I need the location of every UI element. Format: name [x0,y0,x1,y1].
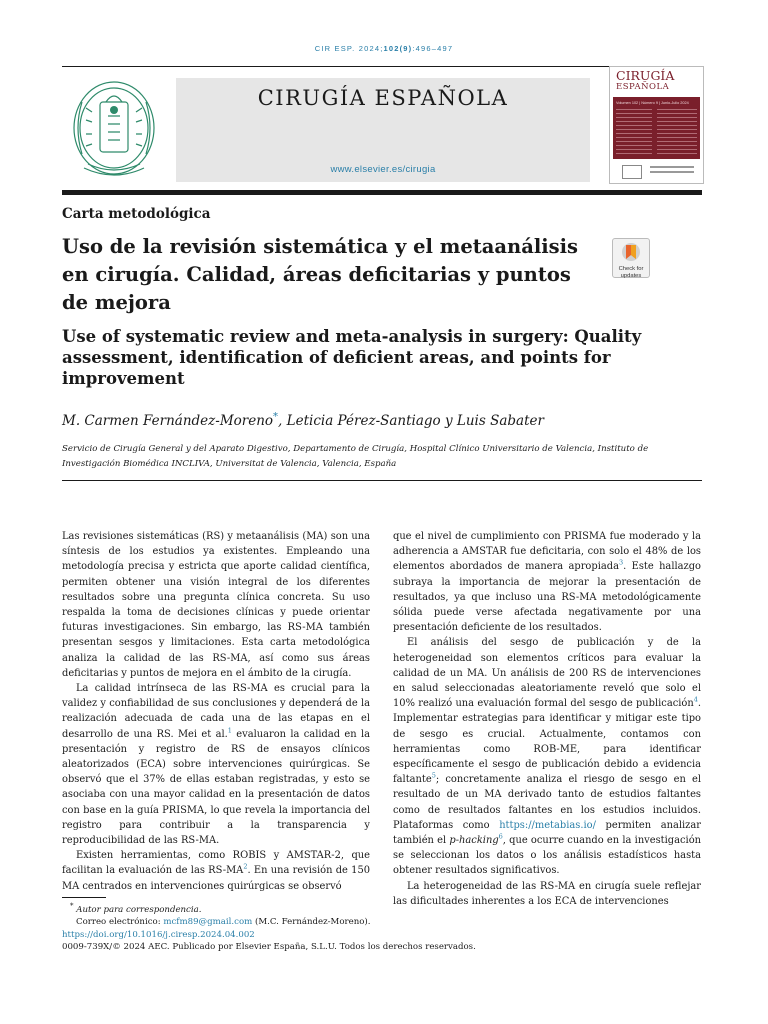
cover-issue-text: Volumen 102 | Número 9 | Junio-Julio 2024 [616,101,689,105]
journal-title: CIRUGÍA ESPAÑOLA [257,86,509,110]
article-section-label: Carta metodológica [62,206,211,222]
body-column-left [62,529,370,894]
header-bottom-rule [62,480,702,481]
footnotes [62,904,702,954]
paragraph: Las revisiones sistemáticas (RS) y metaanálisis (MA) son una síntesis de los estudios ya existentes. Empleando una metodología precisa y estricta que aporte calidad científica, permiten obtener una visión integral de los diferentes resultados sobre una pregunta clínica concreta. Su uso respalda la toma de decisiones clínicas y puede orientar futuras investigaciones. Sin embargo, las RS-MA también presentan sesgos y limitaciones. Esta carta metodológica analiza la calidad de las RS-MA, así como sus áreas deficitarias y puntos de mejora en el ámbito de la cirugía. [62,531,370,679]
doi-link[interactable]: https://doi.org/10.1016/j.ciresp.2024.04.002 [62,929,255,940]
header-rule [62,66,702,67]
journal-url-link[interactable]: www.elsevier.es/cirugia [330,164,436,175]
check-badge-line2: updates [620,272,642,279]
author-others: , Leticia Pérez-Santiago y Luis Sabater [278,413,544,429]
corresponding-note: * Autor para correspondencia. [70,902,202,915]
author-list [62,413,544,429]
cover-footer-line-1 [650,166,694,168]
journal-cover-thumbnail [609,66,704,184]
cover-red-panel [613,97,700,159]
footnote-rule [62,897,106,898]
metabias-link[interactable]: https://metabias.io/ [499,819,596,831]
copyright-line: 0009-739X/© 2024 AEC. Publicado por Elsevier España, S.L.U. Todos los derechos reservados. [62,942,476,953]
cover-footer-line-2 [650,171,694,173]
paragraph: La calidad intrínseca de las RS-MA es crucial para la validez y confiabilidad de sus conclusiones y dependerá de la realización adecuada de cada una de las etapas en el desarrollo de una RS. Mei et al.$^1$ evaluaron la calidad en la presentación y registro de RS de ensayos clínicos aleatorizados (ECA) sobre intervenciones quirúrgicas. Se observó que el 37% de ellas estaban registradas, y esto se asociaba con una mayor calidad en la presentación de datos con base en la guía PRISMA, lo que revela la importancia del registro para contribuir a la transparencia y reproducibilidad de las RS-MA. [62,683,370,847]
reference-link[interactable]: 6 [498,832,503,841]
email-link[interactable]: mcfm89@gmail.com [163,917,253,928]
paragraph: Existen herramientas, como ROBIS y AMSTAR-2, que facilitan la evaluación de las $RS-MA^2$. En una revisión de 150 MA centrados en intervenciones quirúrgicas se observó [62,850,371,892]
reference-link[interactable]: 4 [693,695,698,704]
paragraph: que el nivel de cumplimiento con PRISMA fue moderado y la adherencia a AMSTAR fue deficitaria, con solo el 48% de los elementos abordados de manera apropiada$^3$. Este hallazgo subraya la importancia de mejorar la presentación de resultados, ya que incluso una RS-MA metodológicamente sólida puede verse afectada negativamente por una presentación deficiente de los resultados. [393,531,701,634]
author-corresponding: M. Carmen Fernández-Moreno [62,413,274,429]
article-title-english: Use of systematic review and meta-analysis in surgery: Quality assessment, identification of deficient areas, and points for improvement [62,327,642,388]
cover-title-line1: CIRUGÍA [616,68,675,83]
header-thick-rule [62,190,702,195]
cover-contents-left [616,109,652,155]
body-column-right [393,529,701,909]
corresponding-marker-link[interactable]: * [273,411,279,423]
check-for-updates-button[interactable] [612,238,650,278]
cover-title-line2: ESPAÑOLA [616,82,670,92]
cover-contents-right [657,109,697,155]
email-line: Correo electrónico: mcfm89@gmail.com (M.C. Fernández-Moreno). [76,917,371,928]
check-badge-line1: Check for [618,266,644,272]
reference-link[interactable]: 1 [227,726,232,735]
author-affiliation: Servicio de Cirugía General y del Aparato Digestivo, Departamento de Cirugía, Hospital Clínico Universitario de Valencia, Instituto de Investigación Biomédica INCLIVA, Universitat de Valencia, Valencia, España [62,444,649,469]
paragraph: La heterogeneidad de las RS-MA en cirugía suele reflejar las dificultades inherentes a los ECA de intervenciones [393,880,701,907]
cover-logo [622,165,642,179]
reference-link[interactable]: 3 [618,559,624,568]
journal-reference: CIR ESP. 2024;102(9):496–497 [314,44,454,53]
bookmark-icon [620,242,642,262]
reference-link[interactable]: 2 [243,863,248,872]
reference-link[interactable]: 5 [431,771,436,780]
article-title-spanish: Uso de la revisión sistemática y el metaanálisis en cirugía. Calidad, áreas deficitarias y puntos de mejora [62,235,579,314]
paragraph: El análisis del sesgo de publicación y de la heterogeneidad son elementos críticos para evaluar la calidad de un MA. Un análisis de 200 RS de intervenciones en salud seleccionadas aleatoriamente reveló que solo el 10% realizó una evaluación formal del sesgo de publicación$^4$. Implementar estrategias para identificar y mitigar este tipo de sesgo es crucial. Actualmente, contamos con herramientas como ROB-ME, para identificar específicamente el sesgo de publicación debido a evidencia faltante$^5$; concretamente analiza el riesgo de sesgo en el resultado de un MA derivado tanto de estudios faltantes como de resultados faltantes en los estudios incluidos. Plataformas como https://metabias.io/ permiten analizar también el p-hacking$^6$, que ocurre cuando en la investigación se seleccionan los datos o los análisis estadísticos hasta obtener resultados significativos. [393,637,701,877]
society-seal-logo [62,72,166,184]
